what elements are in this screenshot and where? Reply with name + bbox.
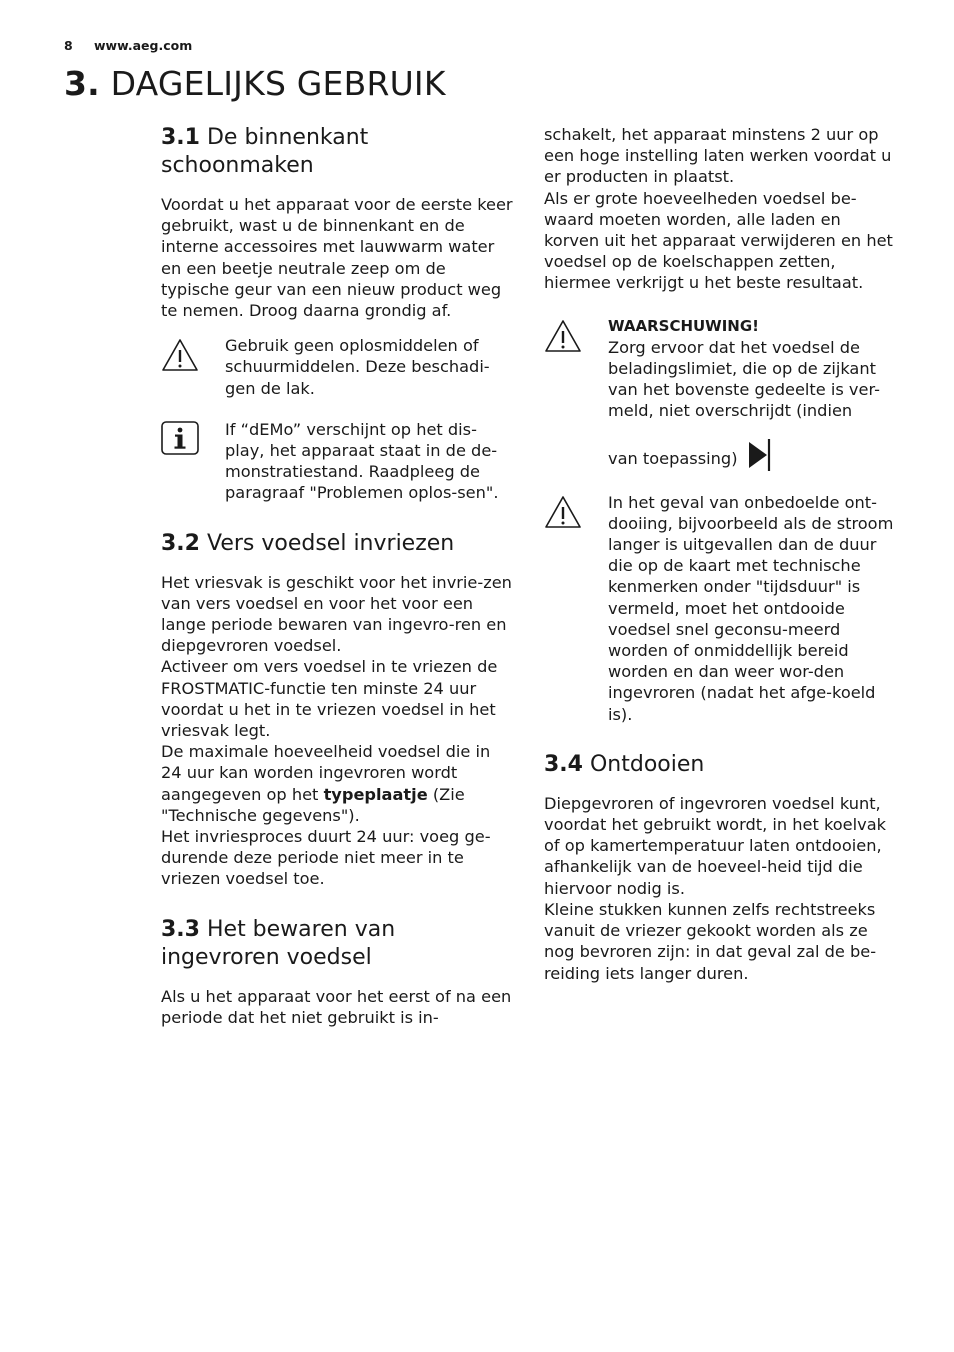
warning-triangle-icon [544,494,582,530]
info-text: If “dEMo” verschijnt op het dis-play, het apparaat staat in de de-monstratiestand. Raadpleeg de paragraaf "Problemen oplos-sen". [225,419,499,503]
text-run: De maximale hoeveelheid voedsel die in 24 uur kan worden ingevroren wordt aangegeven op het [161,742,491,804]
section-title: Het bewaren van ingevroren voedsel [161,916,396,970]
warning-text: Zorg ervoor dat het voedsel de beladingslimiet, die op de zijkant van het bovenste gedeelte is ver-meld, niet overschrijdt (indien [608,337,880,421]
site-url: www.aeg.com [94,38,193,53]
section-number: 3.2 [161,530,200,556]
warning-note [544,316,896,472]
warning-title: WAARSCHUWING! [608,316,760,335]
chapter-title [64,64,446,103]
section-heading-3-4 [544,751,896,779]
info-icon [161,421,199,457]
info-note [161,419,513,504]
section-title: Vers voedsel invriezen [206,530,455,556]
load-limit-symbol-icon [747,438,773,472]
section-heading-3-1 [161,124,513,180]
paragraph: Diepgevroren of ingevroren voedsel kunt, voordat het gebruikt wordt, in het koelvak of op kamertemperatuur laten ontdooien, afhankelijk van de hoeveel-heid tijd die hiervoor nodig is. [544,793,887,898]
caution-note [161,335,513,399]
section-number: 3.3 [161,916,200,942]
paragraph: Voordat u het apparaat voor de eerste keer gebruikt, wast u de binnenkant en de interne accessoires met lauwwarm water en een beetje neutrale zeep om de typische geur van een nieuw product weg te nemen. Droog daarna grondig af. [161,195,513,321]
warning-text-tail [608,438,896,472]
caution-text: Gebruik geen oplosmiddelen of schuurmiddelen. Deze beschadi-gen de lak. [225,336,490,398]
section-title: De binnenkant schoonmaken [161,125,369,178]
right-column [544,124,896,984]
text-run: van toepassing) [608,448,738,468]
section-heading-3-2 [161,530,513,558]
section-number: 3.1 [161,125,200,150]
paragraph [161,741,513,826]
caution-note [544,492,896,725]
text-run: (Zie "Technische gegevens"). [161,784,465,825]
warning-triangle-icon [544,318,582,354]
paragraph: schakelt, het apparaat minstens 2 uur op een hoge instelling laten werken voordat u er producten in plaatst. [544,125,892,187]
paragraph: Het invriesproces duurt 24 uur: voeg ge-durende deze periode niet meer in te vriezen voedsel toe. [161,827,491,889]
left-column [161,124,513,1028]
page-header [64,38,192,53]
paragraph: Kleine stukken kunnen zelfs rechtstreeks vanuit de vriezer gekookt worden als ze nog bevroren zijn: in dat geval zal de be-reiding iets langer duren. [544,899,877,983]
section-title: Ontdooien [589,751,705,777]
emphasis: typeplaatje [323,784,428,804]
paragraph: Als er grote hoeveelheden voedsel be-waard moeten worden, alle laden en korven uit het apparaat verwijderen en het voedsel op de koelschappen zetten, hiermee verkrijgt u het beste resultaat. [544,188,893,293]
page-number: 8 [64,38,73,53]
warning-triangle-icon [161,337,199,373]
caution-text: In het geval van onbedoelde ont-dooiing, bijvoorbeeld als de stroom langer is uitgevallen dan de duur die op de kaart met technische kenmerken onder "tijdsduur" is vermeld, moet het ontdooide voedsel snel geconsu-meerd worden of onmiddellijk bereid worden en dan weer wor-den ingevroren (nadat het afge-koeld is). [608,492,894,724]
paragraph: Activeer om vers voedsel in te vriezen de FROSTMATIC-functie ten minste 24 uur voordat u het in te vriezen voedsel in het vriesvak legt. [161,657,498,741]
section-number: 3.4 [544,751,583,777]
paragraph: Het vriesvak is geschikt voor het invrie-zen van vers voedsel en voor het voor een lange periode bewaren van ingevro-ren en diepgevroren voedsel. [161,572,512,656]
section-heading-3-3 [161,916,513,972]
chapter-title-text: DAGELIJKS GEBRUIK [110,64,446,103]
paragraph: Als u het apparaat voor het eerst of na een periode dat het niet gebruikt is in- [161,986,512,1027]
chapter-number: 3. [64,64,100,103]
